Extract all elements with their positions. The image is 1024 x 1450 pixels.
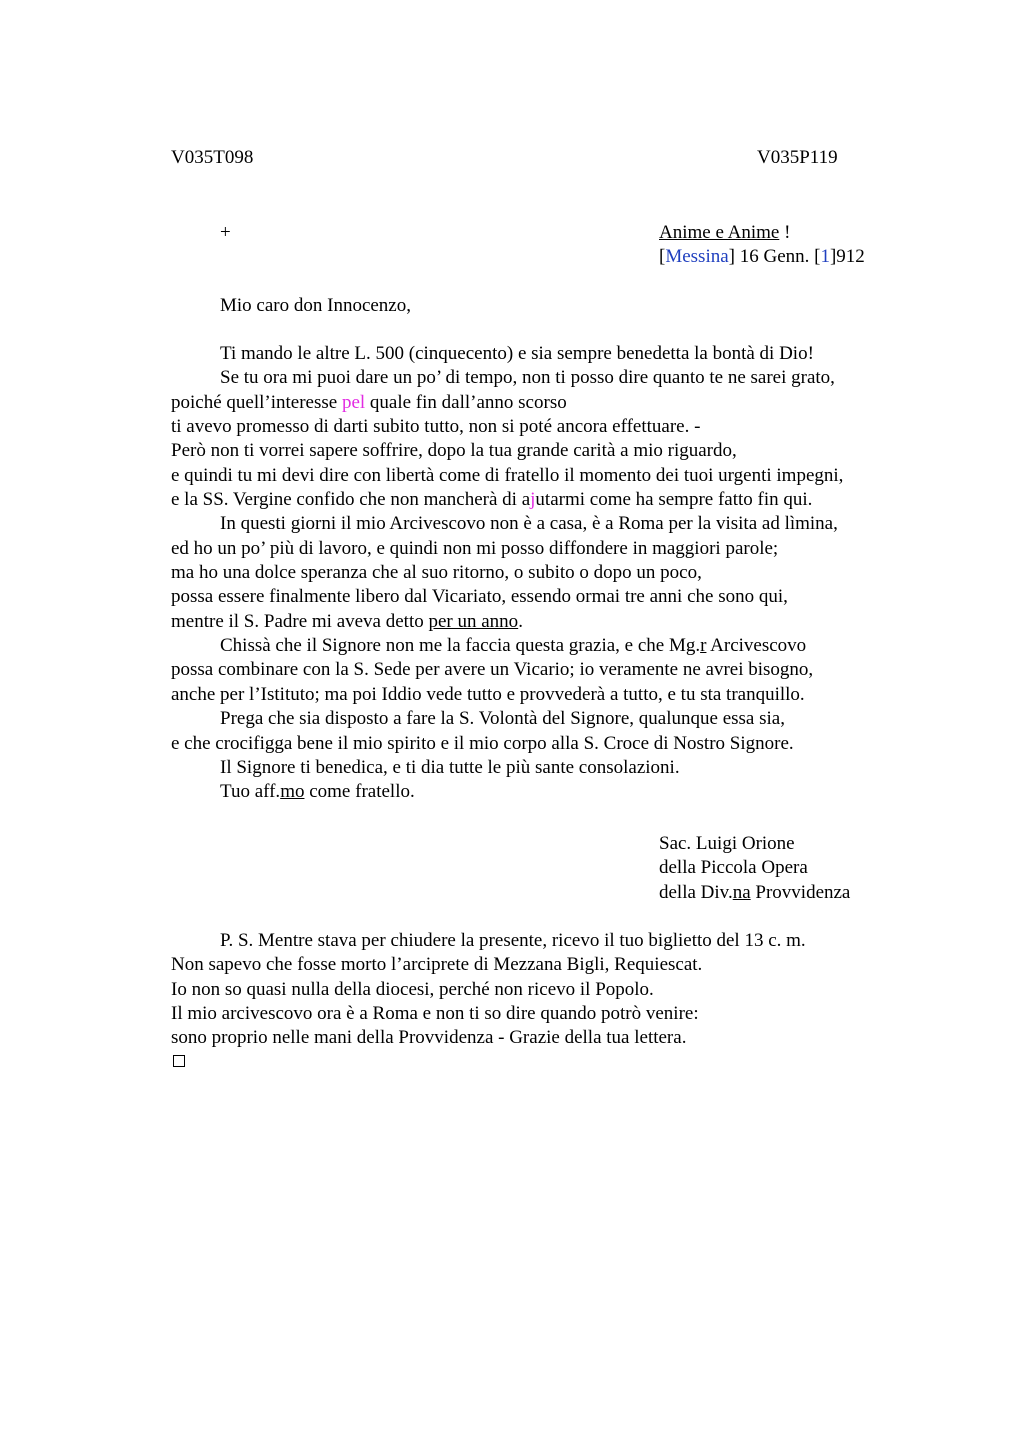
body-line: e quindi tu mi devi dire con libertà come di fratello il momento dei tuoi urgenti impegni, [171, 464, 844, 486]
editorial-highlight: j [530, 489, 536, 511]
place-date-line [659, 245, 865, 269]
year-digit: 1 [820, 246, 830, 268]
place-bracket-close: ] [728, 246, 735, 268]
letter-heading [659, 221, 865, 270]
body-text: utarmi come ha sempre fatto fin qui. [535, 489, 813, 511]
body-text: come fratello. [304, 781, 415, 803]
underlined-text: r [700, 635, 707, 657]
signature-line: Sac. Luigi Orione [659, 833, 795, 854]
postscript-line: sono proprio nelle mani della Provvidenza - Grazie della tua lettera. [171, 1027, 687, 1049]
body-line [171, 391, 931, 415]
body-line: Prega che sia disposto a fare la S. Volontà del Signore, qualunque essa sia, [220, 708, 785, 730]
body-line: possa combinare con la S. Sede per avere un Vicario; io veramente ne avrei bisogno, [171, 659, 814, 681]
body-text: e la SS. Vergine confido che non mancherà di a [171, 489, 531, 511]
body-line: anche per l’Istituto; ma poi Iddio vede tutto e provvederà a tutto, e tu sta tranquillo. [171, 683, 805, 705]
body-text: quale fin dall’anno scorso [365, 391, 567, 413]
body-text: . [518, 610, 523, 632]
body-line: Se tu ora mi puoi dare un po’ di tempo, non ti posso dire quanto te ne sarei grato, [220, 367, 835, 389]
motto-suffix: ! [779, 222, 791, 243]
body-text: Chissà che il Signore non me la faccia questa grazia, e che Mg. [220, 635, 701, 657]
editorial-highlight: pel [341, 391, 366, 413]
body-line [171, 780, 931, 804]
body-line: possa essere finalmente libero dal Vicariato, essendo ormai tre anni che sono qui, [171, 586, 788, 608]
body-line: Il Signore ti benedica, e ti dia tutte le più sante consolazioni. [220, 756, 680, 778]
postscript [171, 929, 931, 1051]
signature-line [659, 881, 850, 905]
body-line [171, 488, 931, 512]
postscript-line: P. S. Mentre stava per chiudere la presente, ricevo il tuo biglietto del 13 c. m. [220, 930, 806, 951]
signature-text: Provvidenza [750, 881, 851, 903]
underlined-text: per un anno [428, 610, 519, 632]
motto-line [659, 221, 865, 245]
body-line: ti avevo promesso di darti subito tutto, non si poté ancora effettuare. - [171, 416, 701, 438]
body-text: Tuo aff. [220, 781, 281, 803]
signature-block [659, 832, 850, 905]
postscript-line: Io non so quasi nulla della diocesi, perché non ricevo il Popolo. [171, 978, 654, 1000]
year-rest: ]912 [829, 246, 865, 268]
end-of-document-square [173, 1055, 185, 1067]
signature-text: della Div. [659, 881, 733, 903]
body-line: Però non ti vorrei sapere soffrire, dopo la tua grande carità a mio riguardo, [171, 440, 737, 462]
body-line [171, 634, 931, 658]
letter-body [171, 342, 931, 805]
place-name: Messina [665, 246, 729, 268]
underlined-text: na [732, 881, 751, 903]
body-line: e che crocifigga bene il mio spirito e il mio corpo alla S. Croce di Nostro Signore. [171, 732, 794, 754]
document-code-right: V035P119 [757, 147, 838, 168]
greeting: Mio caro don Innocenzo, [220, 295, 411, 316]
cross-symbol: + [220, 222, 231, 243]
signature-line: della Piccola Opera [659, 857, 808, 879]
body-line [171, 610, 931, 634]
motto-text: Anime e Anime [659, 222, 780, 243]
body-line: ma ho una dolce speranza che al suo ritorno, o subito o dopo un poco, [171, 562, 702, 584]
place-bracket-open: [ [659, 246, 666, 268]
body-line: In questi giorni il mio Arcivescovo non è a casa, è a Roma per la visita ad lìmina, [220, 513, 838, 535]
body-line: Ti mando le altre L. 500 (cinquecento) e sia sempre benedetta la bontà di Dio! [220, 343, 814, 364]
postscript-line: Il mio arcivescovo ora è a Roma e non ti so dire quando potrò venire: [171, 1003, 699, 1025]
body-text: mentre il S. Padre mi aveva detto [171, 610, 429, 632]
postscript-line: Non sapevo che fosse morto l’arciprete di Mezzana Bigli, Requiescat. [171, 954, 703, 976]
date-middle: 16 Genn. [ [734, 246, 821, 268]
underlined-text: mo [280, 781, 305, 803]
body-text: Arcivescovo [706, 635, 807, 657]
document-code-left: V035T098 [171, 147, 254, 168]
body-line: ed ho un po’ più di lavoro, e quindi non mi posso diffondere in maggiori parole; [171, 537, 779, 559]
body-text: poiché quell’interesse [171, 391, 342, 413]
